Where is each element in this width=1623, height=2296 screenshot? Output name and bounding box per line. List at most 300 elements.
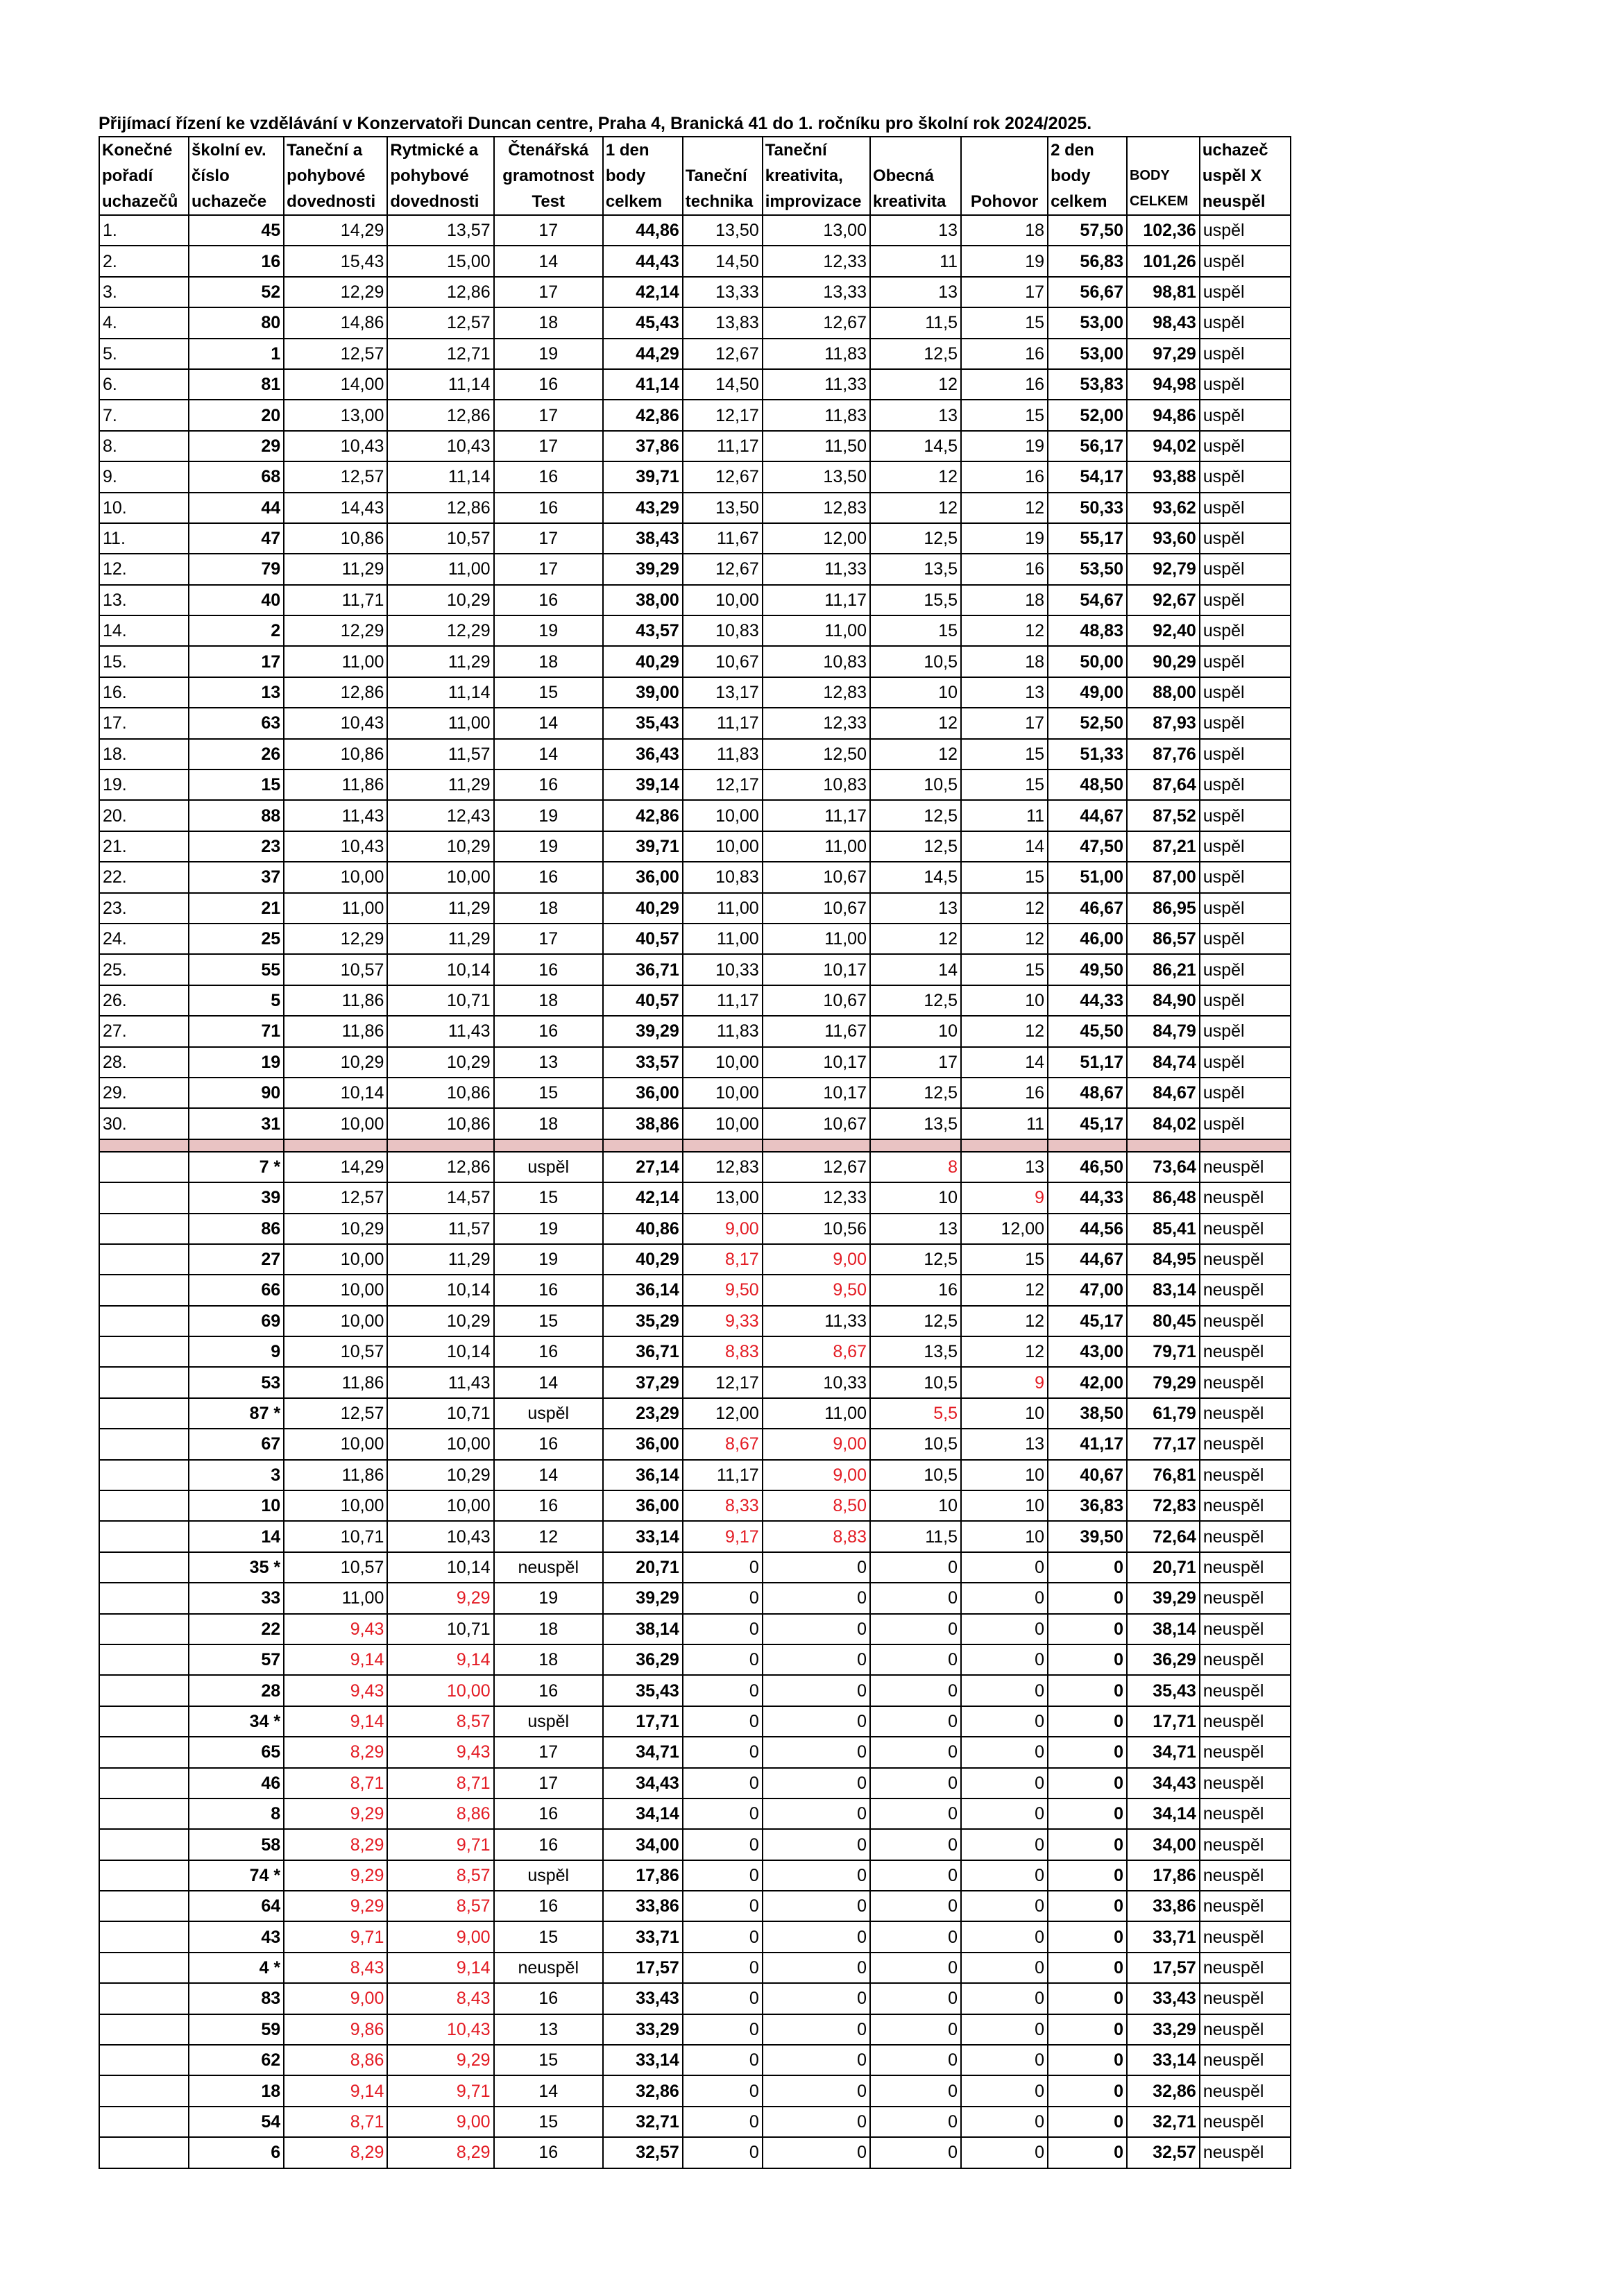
- cell-id: 64: [189, 1891, 284, 1921]
- cell-technique: 0: [683, 1829, 763, 1860]
- cell-total: 34,14: [1127, 1798, 1200, 1829]
- cell-id: 27: [189, 1244, 284, 1275]
- cell-dance-move: 10,43: [284, 708, 387, 738]
- cell-technique: 0: [683, 1768, 763, 1798]
- cell-day1: 33,86: [603, 1891, 683, 1921]
- header-dance-move: Taneční a pohybové dovednosti: [284, 137, 387, 215]
- cell-order: 29.: [99, 1078, 189, 1108]
- cell-rhythm: 10,14: [387, 1275, 493, 1305]
- cell-id: 29: [189, 431, 284, 461]
- cell-result: neuspěl: [1200, 1152, 1291, 1182]
- cell-reading: 17: [494, 924, 603, 954]
- cell-total: 33,43: [1127, 1983, 1200, 2014]
- cell-id: 87 *: [189, 1398, 284, 1429]
- cell-technique: 11,00: [683, 924, 763, 954]
- cell-day1: 38,14: [603, 1614, 683, 1644]
- cell-total: 98,81: [1127, 277, 1200, 307]
- cell-id: 90: [189, 1078, 284, 1108]
- cell-creativity: 12,67: [763, 307, 870, 338]
- cell-reading: neuspěl: [494, 1953, 603, 1983]
- cell-general: 0: [870, 1891, 961, 1921]
- cell-technique: 0: [683, 2014, 763, 2045]
- cell-order: 9.: [99, 461, 189, 492]
- table-row: [99, 1891, 1291, 1921]
- cell-result: uspěl: [1200, 831, 1291, 862]
- cell-order: 12.: [99, 554, 189, 584]
- cell-reading: 16: [494, 1829, 603, 1860]
- cell-order: [99, 1244, 189, 1275]
- cell-rhythm: 12,29: [387, 615, 493, 646]
- cell-id: 17: [189, 646, 284, 677]
- cell-reading: 14: [494, 246, 603, 276]
- cell-technique: 0: [683, 1798, 763, 1829]
- cell-order: 18.: [99, 739, 189, 769]
- cell-order: [99, 1737, 189, 1767]
- cell-result: neuspěl: [1200, 1891, 1291, 1921]
- cell-rhythm: 9,29: [387, 1583, 493, 1613]
- cell-reading: 16: [494, 862, 603, 892]
- header-result: uchazeč uspěl X neuspěl: [1200, 137, 1291, 215]
- cell-day1: 40,57: [603, 985, 683, 1016]
- cell-day2: 0: [1048, 1860, 1127, 1891]
- cell-rhythm: 14,57: [387, 1182, 493, 1213]
- cell-id: 20: [189, 400, 284, 430]
- cell-rhythm: 11,29: [387, 646, 493, 677]
- cell-general: 0: [870, 1675, 961, 1706]
- cell-interview: 0: [961, 1953, 1048, 1983]
- cell-creativity: 12,83: [763, 677, 870, 708]
- cell-reading: 16: [494, 1798, 603, 1829]
- table-row: [99, 1860, 1291, 1891]
- cell-rhythm: 11,29: [387, 1244, 493, 1275]
- cell-rhythm: 10,71: [387, 1614, 493, 1644]
- cell-reading: 16: [494, 369, 603, 400]
- cell-reading: 17: [494, 277, 603, 307]
- cell-rhythm: 11,14: [387, 369, 493, 400]
- cell-reading: 13: [494, 2014, 603, 2045]
- cell-rhythm: 12,86: [387, 1152, 493, 1182]
- cell-dance-move: 8,71: [284, 1768, 387, 1798]
- cell-dance-move: 9,14: [284, 1644, 387, 1675]
- cell-day1: 38,86: [603, 1108, 683, 1139]
- table-row: [99, 831, 1291, 862]
- cell-day2: 47,00: [1048, 1275, 1127, 1305]
- cell-rhythm: 12,71: [387, 339, 493, 369]
- cell-dance-move: 8,86: [284, 2045, 387, 2075]
- cell-technique: 10,00: [683, 1047, 763, 1078]
- cell-id: 66: [189, 1275, 284, 1305]
- cell-id: 16: [189, 246, 284, 276]
- cell-day1: 43,29: [603, 493, 683, 523]
- cell-dance-move: 10,00: [284, 1108, 387, 1139]
- cell-total: 84,74: [1127, 1047, 1200, 1078]
- cell-order: [99, 1614, 189, 1644]
- cell-creativity: 0: [763, 1614, 870, 1644]
- header-total: BODY CELKEM: [1127, 137, 1200, 215]
- cell-general: 12,5: [870, 985, 961, 1016]
- cell-order: [99, 2045, 189, 2075]
- cell-reading: 16: [494, 461, 603, 492]
- cell-rhythm: 15,00: [387, 246, 493, 276]
- cell-interview: 0: [961, 1829, 1048, 1860]
- separator-cell: [961, 1139, 1048, 1152]
- cell-reading: 17: [494, 400, 603, 430]
- cell-interview: 13: [961, 1429, 1048, 1459]
- cell-result: neuspěl: [1200, 1644, 1291, 1675]
- cell-creativity: 11,33: [763, 554, 870, 584]
- cell-reading: 16: [494, 493, 603, 523]
- cell-creativity: 12,50: [763, 739, 870, 769]
- cell-day2: 36,83: [1048, 1490, 1127, 1521]
- cell-interview: 0: [961, 2014, 1048, 2045]
- cell-result: neuspěl: [1200, 1983, 1291, 2014]
- cell-day2: 56,67: [1048, 277, 1127, 307]
- cell-id: 39: [189, 1182, 284, 1213]
- cell-total: 34,43: [1127, 1768, 1200, 1798]
- cell-dance-move: 14,86: [284, 307, 387, 338]
- cell-dance-move: 9,14: [284, 1706, 387, 1737]
- cell-dance-move: 14,00: [284, 369, 387, 400]
- cell-creativity: 11,00: [763, 1398, 870, 1429]
- cell-rhythm: 11,29: [387, 924, 493, 954]
- cell-dance-move: 10,00: [284, 862, 387, 892]
- cell-result: uspěl: [1200, 554, 1291, 584]
- cell-general: 17: [870, 1047, 961, 1078]
- cell-result: neuspěl: [1200, 1182, 1291, 1213]
- cell-day1: 39,14: [603, 769, 683, 800]
- cell-interview: 16: [961, 554, 1048, 584]
- cell-id: 10: [189, 1490, 284, 1521]
- cell-day1: 44,43: [603, 246, 683, 276]
- table-row: [99, 246, 1291, 276]
- cell-id: 40: [189, 585, 284, 615]
- cell-id: 63: [189, 708, 284, 738]
- cell-day2: 0: [1048, 2137, 1127, 2168]
- table-row: [99, 1953, 1291, 1983]
- cell-dance-move: 12,57: [284, 339, 387, 369]
- cell-order: 24.: [99, 924, 189, 954]
- cell-day2: 56,17: [1048, 431, 1127, 461]
- header-creativity: Taneční kreativita, improvizace: [763, 137, 870, 215]
- cell-rhythm: 10,57: [387, 523, 493, 554]
- cell-interview: 12: [961, 1275, 1048, 1305]
- cell-day2: 49,50: [1048, 954, 1127, 985]
- cell-technique: 10,33: [683, 954, 763, 985]
- cell-dance-move: 9,29: [284, 1860, 387, 1891]
- cell-result: uspěl: [1200, 1016, 1291, 1046]
- cell-general: 0: [870, 1983, 961, 2014]
- cell-day1: 35,43: [603, 708, 683, 738]
- cell-day2: 50,00: [1048, 646, 1127, 677]
- table-row: [99, 1244, 1291, 1275]
- cell-reading: 17: [494, 215, 603, 246]
- cell-creativity: 0: [763, 1706, 870, 1737]
- cell-day1: 39,29: [603, 1016, 683, 1046]
- cell-general: 0: [870, 1860, 961, 1891]
- cell-result: neuspěl: [1200, 1521, 1291, 1551]
- cell-total: 83,14: [1127, 1275, 1200, 1305]
- cell-id: 28: [189, 1675, 284, 1706]
- cell-order: 20.: [99, 800, 189, 831]
- cell-day2: 0: [1048, 1829, 1127, 1860]
- cell-dance-move: 12,29: [284, 924, 387, 954]
- cell-result: uspěl: [1200, 800, 1291, 831]
- cell-id: 79: [189, 554, 284, 584]
- cell-technique: 0: [683, 1552, 763, 1583]
- cell-rhythm: 11,57: [387, 739, 493, 769]
- cell-general: 12: [870, 461, 961, 492]
- cell-technique: 9,00: [683, 1214, 763, 1244]
- cell-result: uspěl: [1200, 985, 1291, 1016]
- cell-creativity: 0: [763, 2107, 870, 2137]
- cell-day2: 0: [1048, 1614, 1127, 1644]
- cell-rhythm: 11,14: [387, 677, 493, 708]
- cell-total: 92,79: [1127, 554, 1200, 584]
- cell-result: neuspěl: [1200, 1860, 1291, 1891]
- cell-creativity: 0: [763, 1798, 870, 1829]
- cell-id: 25: [189, 924, 284, 954]
- cell-creativity: 11,83: [763, 400, 870, 430]
- cell-general: 12,5: [870, 1306, 961, 1336]
- cell-interview: 19: [961, 431, 1048, 461]
- cell-technique: 12,67: [683, 339, 763, 369]
- cell-general: 13,5: [870, 554, 961, 584]
- cell-order: [99, 1798, 189, 1829]
- table-row: [99, 800, 1291, 831]
- cell-total: 93,60: [1127, 523, 1200, 554]
- cell-day2: 48,67: [1048, 1078, 1127, 1108]
- header-rhythm: Rytmické a pohybové dovednosti: [387, 137, 493, 215]
- cell-day2: 39,50: [1048, 1521, 1127, 1551]
- cell-id: 43: [189, 1921, 284, 1952]
- cell-total: 102,36: [1127, 215, 1200, 246]
- cell-result: uspěl: [1200, 369, 1291, 400]
- table-row: [99, 954, 1291, 985]
- cell-result: neuspěl: [1200, 1306, 1291, 1336]
- cell-dance-move: 14,29: [284, 1152, 387, 1182]
- cell-total: 33,29: [1127, 2014, 1200, 2045]
- cell-total: 84,79: [1127, 1016, 1200, 1046]
- cell-technique: 9,33: [683, 1306, 763, 1336]
- cell-total: 20,71: [1127, 1552, 1200, 1583]
- cell-general: 10: [870, 1182, 961, 1213]
- cell-interview: 0: [961, 1644, 1048, 1675]
- cell-general: 14,5: [870, 431, 961, 461]
- cell-rhythm: 10,14: [387, 1336, 493, 1367]
- table-row: [99, 431, 1291, 461]
- cell-day1: 34,14: [603, 1798, 683, 1829]
- cell-technique: 11,00: [683, 893, 763, 924]
- cell-day1: 33,71: [603, 1921, 683, 1952]
- cell-creativity: 0: [763, 2014, 870, 2045]
- cell-interview: 12: [961, 493, 1048, 523]
- cell-day2: 46,50: [1048, 1152, 1127, 1182]
- cell-id: 9: [189, 1336, 284, 1367]
- cell-interview: 18: [961, 646, 1048, 677]
- cell-general: 12,5: [870, 339, 961, 369]
- table-row: [99, 615, 1291, 646]
- table-row: [99, 893, 1291, 924]
- cell-technique: 0: [683, 1706, 763, 1737]
- table-row: [99, 646, 1291, 677]
- cell-interview: 0: [961, 1860, 1048, 1891]
- cell-result: uspěl: [1200, 615, 1291, 646]
- cell-day1: 36,71: [603, 954, 683, 985]
- cell-reading: 19: [494, 339, 603, 369]
- cell-general: 0: [870, 1921, 961, 1952]
- cell-day2: 53,00: [1048, 307, 1127, 338]
- table-row: [99, 585, 1291, 615]
- cell-creativity: 10,67: [763, 985, 870, 1016]
- cell-general: 13: [870, 277, 961, 307]
- cell-dance-move: 10,43: [284, 831, 387, 862]
- table-row: [99, 1047, 1291, 1078]
- table-row: [99, 339, 1291, 369]
- cell-technique: 14,50: [683, 369, 763, 400]
- cell-dance-move: 10,57: [284, 954, 387, 985]
- table-row: [99, 1644, 1291, 1675]
- cell-technique: 10,00: [683, 585, 763, 615]
- cell-order: [99, 1829, 189, 1860]
- cell-order: 5.: [99, 339, 189, 369]
- cell-rhythm: 10,00: [387, 1429, 493, 1459]
- cell-interview: 16: [961, 1078, 1048, 1108]
- cell-creativity: 11,50: [763, 431, 870, 461]
- cell-total: 79,29: [1127, 1367, 1200, 1397]
- cell-dance-move: 10,00: [284, 1490, 387, 1521]
- cell-day1: 36,00: [603, 1490, 683, 1521]
- cell-rhythm: 12,57: [387, 307, 493, 338]
- cell-reading: 19: [494, 615, 603, 646]
- cell-result: uspěl: [1200, 1047, 1291, 1078]
- cell-creativity: 11,33: [763, 1306, 870, 1336]
- cell-general: 10: [870, 677, 961, 708]
- cell-day1: 36,71: [603, 1336, 683, 1367]
- cell-total: 36,29: [1127, 1644, 1200, 1675]
- cell-result: neuspěl: [1200, 2045, 1291, 2075]
- cell-general: 13: [870, 400, 961, 430]
- cell-general: 12,5: [870, 1078, 961, 1108]
- table-row: [99, 1614, 1291, 1644]
- cell-day1: 42,86: [603, 400, 683, 430]
- cell-day2: 0: [1048, 2045, 1127, 2075]
- table-row: [99, 523, 1291, 554]
- cell-result: uspěl: [1200, 339, 1291, 369]
- cell-interview: 16: [961, 369, 1048, 400]
- table-row: [99, 1829, 1291, 1860]
- cell-result: neuspěl: [1200, 1675, 1291, 1706]
- cell-interview: 10: [961, 1398, 1048, 1429]
- cell-total: 98,43: [1127, 307, 1200, 338]
- cell-day2: 51,00: [1048, 862, 1127, 892]
- cell-technique: 10,83: [683, 862, 763, 892]
- cell-day2: 52,00: [1048, 400, 1127, 430]
- cell-general: 11,5: [870, 307, 961, 338]
- table-row: [99, 1583, 1291, 1613]
- cell-rhythm: 8,43: [387, 1983, 493, 2014]
- cell-technique: 0: [683, 1737, 763, 1767]
- cell-day2: 45,17: [1048, 1306, 1127, 1336]
- cell-order: 15.: [99, 646, 189, 677]
- cell-creativity: 8,83: [763, 1521, 870, 1551]
- cell-reading: 14: [494, 2075, 603, 2106]
- cell-technique: 11,17: [683, 431, 763, 461]
- cell-interview: 0: [961, 1983, 1048, 2014]
- cell-dance-move: 9,29: [284, 1891, 387, 1921]
- cell-result: uspěl: [1200, 277, 1291, 307]
- separator-cell: [387, 1139, 493, 1152]
- cell-reading: 18: [494, 1644, 603, 1675]
- cell-day1: 40,57: [603, 924, 683, 954]
- cell-id: 62: [189, 2045, 284, 2075]
- cell-day1: 23,29: [603, 1398, 683, 1429]
- cell-technique: 11,17: [683, 985, 763, 1016]
- cell-total: 17,86: [1127, 1860, 1200, 1891]
- cell-day1: 20,71: [603, 1552, 683, 1583]
- cell-day2: 56,83: [1048, 246, 1127, 276]
- cell-result: neuspěl: [1200, 1460, 1291, 1490]
- cell-total: 17,71: [1127, 1706, 1200, 1737]
- cell-id: 74 *: [189, 1860, 284, 1891]
- cell-technique: 0: [683, 1891, 763, 1921]
- cell-result: uspěl: [1200, 461, 1291, 492]
- table-row: [99, 307, 1291, 338]
- cell-day2: 44,67: [1048, 1244, 1127, 1275]
- cell-interview: 0: [961, 1583, 1048, 1613]
- cell-day2: 0: [1048, 2075, 1127, 2106]
- cell-id: 8: [189, 1798, 284, 1829]
- cell-order: 19.: [99, 769, 189, 800]
- cell-reading: 15: [494, 677, 603, 708]
- cell-id: 57: [189, 1644, 284, 1675]
- cell-creativity: 11,00: [763, 924, 870, 954]
- cell-total: 76,81: [1127, 1460, 1200, 1490]
- separator-cell: [1200, 1139, 1291, 1152]
- cell-interview: 0: [961, 1737, 1048, 1767]
- cell-dance-move: 12,86: [284, 677, 387, 708]
- cell-reading: 18: [494, 1108, 603, 1139]
- cell-day1: 42,86: [603, 800, 683, 831]
- cell-day2: 0: [1048, 1953, 1127, 1983]
- cell-day1: 32,71: [603, 2107, 683, 2137]
- cell-day2: 44,33: [1048, 985, 1127, 1016]
- cell-order: 26.: [99, 985, 189, 1016]
- table-row: [99, 2014, 1291, 2045]
- cell-day1: 36,29: [603, 1644, 683, 1675]
- cell-id: 45: [189, 215, 284, 246]
- cell-id: 53: [189, 1367, 284, 1397]
- cell-technique: 12,17: [683, 1367, 763, 1397]
- cell-dance-move: 13,00: [284, 400, 387, 430]
- cell-technique: 0: [683, 2045, 763, 2075]
- cell-rhythm: 8,86: [387, 1798, 493, 1829]
- cell-day2: 53,50: [1048, 554, 1127, 584]
- cell-rhythm: 9,71: [387, 1829, 493, 1860]
- cell-reading: 17: [494, 1768, 603, 1798]
- cell-technique: 9,50: [683, 1275, 763, 1305]
- cell-creativity: 10,33: [763, 1367, 870, 1397]
- table-row: [99, 1737, 1291, 1767]
- cell-day2: 54,67: [1048, 585, 1127, 615]
- cell-creativity: 0: [763, 1768, 870, 1798]
- cell-general: 5,5: [870, 1398, 961, 1429]
- cell-id: 26: [189, 739, 284, 769]
- cell-order: 6.: [99, 369, 189, 400]
- cell-general: 0: [870, 1768, 961, 1798]
- cell-interview: 9: [961, 1367, 1048, 1397]
- cell-reading: 16: [494, 1675, 603, 1706]
- cell-result: neuspěl: [1200, 1614, 1291, 1644]
